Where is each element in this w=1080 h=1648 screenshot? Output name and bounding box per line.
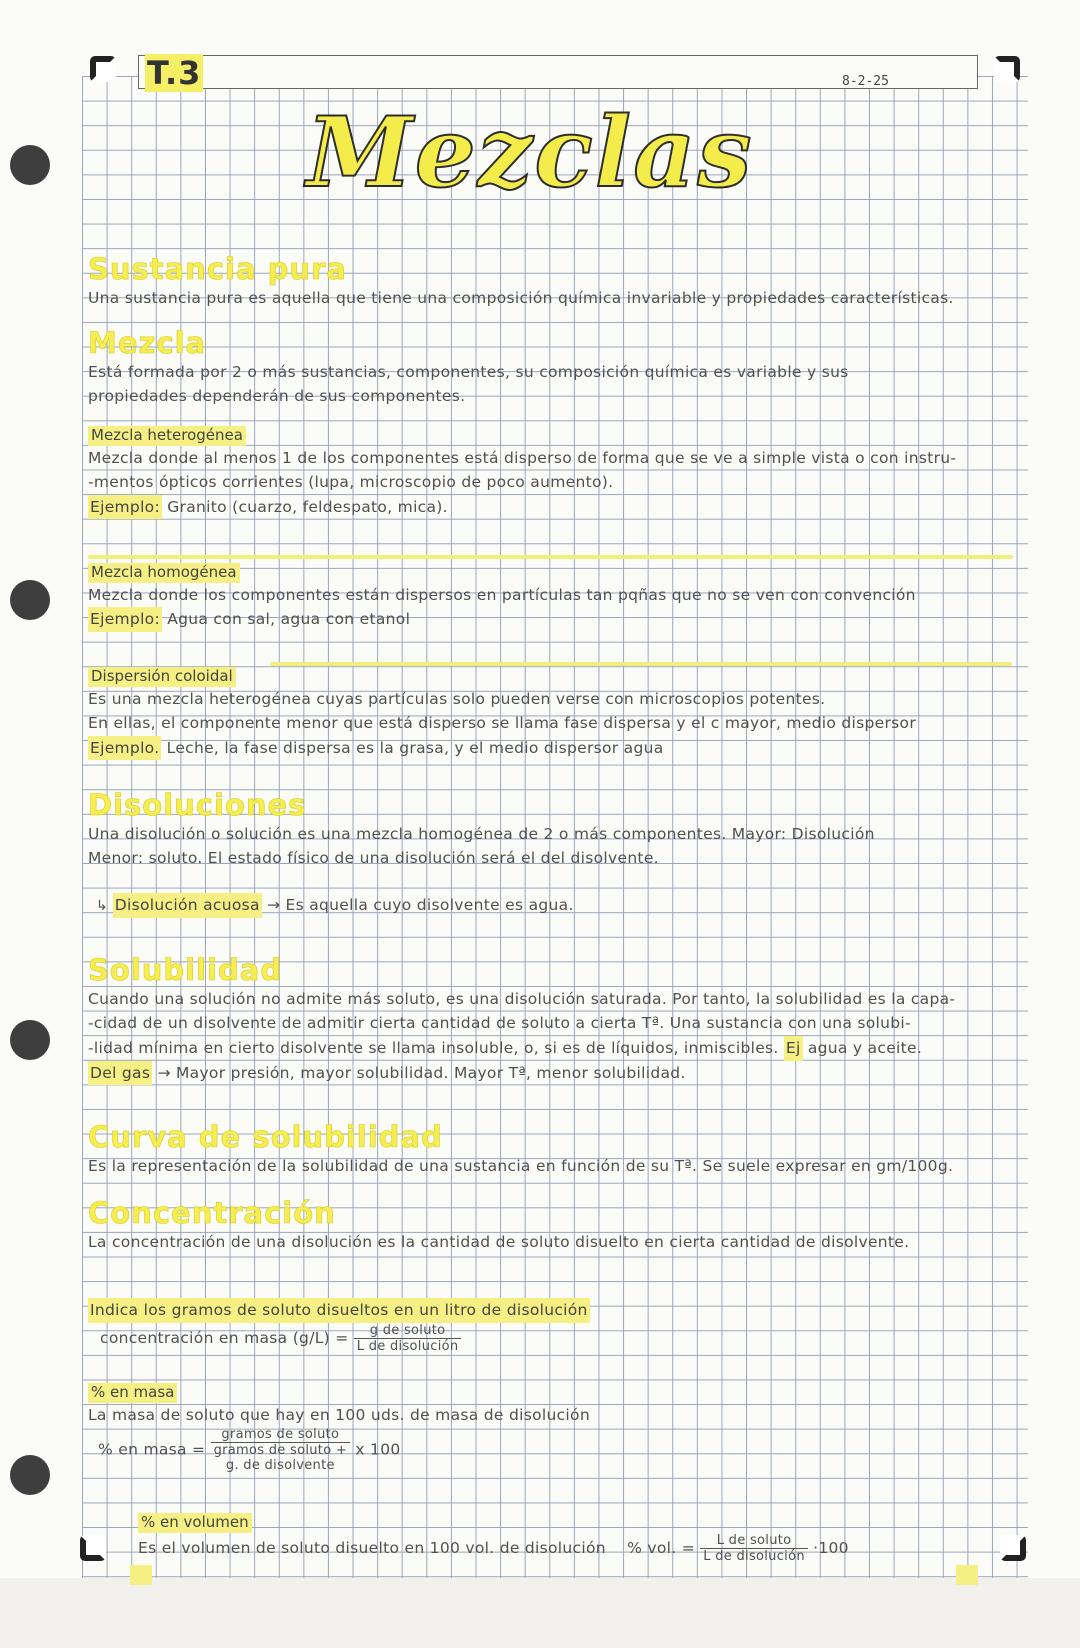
section-sustancia-pura xyxy=(88,254,1028,310)
fraction xyxy=(700,1533,808,1564)
example-text: Granito (cuarzo, feldespato, mica). xyxy=(167,497,448,516)
numerator: L de soluto xyxy=(700,1533,808,1549)
paragraph: Mezcla donde al menos 1 de los componentes está disperso de forma que se ve a simple vista o con instru- xyxy=(88,448,957,467)
heading-curva: Curva de solubilidad xyxy=(88,1120,443,1154)
paragraph: Es la representación de la solubilidad de una sustancia en función de su Tª. Se suele expresar en gm/100g. xyxy=(88,1156,954,1175)
denominator: L de disolución xyxy=(703,1548,805,1564)
section-concentracion xyxy=(88,1198,1028,1254)
example-label: Ejemplo: xyxy=(88,607,162,632)
formula-mass xyxy=(88,1427,1028,1473)
multiplier: ·100 xyxy=(813,1538,849,1557)
heading-sustancia-pura: Sustancia pura xyxy=(88,252,347,286)
formula-volume xyxy=(138,1533,1018,1564)
heading-solubilidad: Solubilidad xyxy=(88,953,283,987)
aqueous-text: → Es aquella cuyo disolvente es agua. xyxy=(267,896,574,915)
heading-concentracion: Concentración xyxy=(88,1196,336,1230)
denominator: L de disolución xyxy=(356,1338,459,1354)
binder-hole xyxy=(10,580,50,620)
bottom-margin xyxy=(0,1578,1080,1648)
concentration-gl xyxy=(88,1298,1028,1354)
paragraph: Menor: soluto. El estado físico de una disolución será el del disolvente. xyxy=(88,849,659,868)
example-text: Leche, la fase dispersa es la grasa, y el medio dispersor agua xyxy=(166,738,664,757)
aqueous-label: Disolución acuosa xyxy=(113,893,262,918)
formula-label: concentración en masa (g/L) = xyxy=(100,1328,349,1347)
paragraph: Una disolución o solución es una mezcla homogénea de 2 o más componentes. Mayor: Disolución xyxy=(88,824,875,843)
formula-label: % vol. = xyxy=(627,1538,695,1557)
paragraph: propiedades dependerán de sus componentes. xyxy=(88,387,466,406)
paragraph xyxy=(88,1298,1028,1323)
paragraph: Una sustancia pura es aquella que tiene una composición química invariable y propiedades características. xyxy=(88,288,954,307)
example-label: Ej xyxy=(784,1036,803,1061)
left-margin xyxy=(0,0,82,1648)
formula-label: % en masa = xyxy=(98,1440,206,1459)
highlighter-divider xyxy=(88,555,1013,559)
heading-disoluciones: Disoluciones xyxy=(88,788,307,822)
binder-hole xyxy=(10,1020,50,1060)
gas-text: → Mayor presión, mayor solubilidad. Mayor Tª, menor solubilidad. xyxy=(157,1063,686,1082)
heading-coloidal: Dispersión coloidal xyxy=(88,667,236,687)
example-line xyxy=(88,607,1028,632)
paragraph: Mezcla donde los componentes están dispersos en partículas tan pqñas que no se ven con convención xyxy=(88,585,916,604)
corner-mark-icon xyxy=(994,56,1020,82)
section-solubilidad xyxy=(88,955,1028,1085)
right-margin xyxy=(1028,0,1080,1648)
paragraph: Está formada por 2 o más sustancias, componentes, su composición química es variable y sus xyxy=(88,362,849,381)
example-line xyxy=(88,736,1028,761)
paragraph: -mentos ópticos corrientes (lupa, microscopio de poco aumento). xyxy=(88,473,614,492)
gl-intro: Indica los gramos de soluto disueltos en un litro de disolución xyxy=(88,1298,590,1323)
heading-mezcla: Mezcla xyxy=(88,326,207,360)
paragraph-text: -lidad mínima en cierto disolvente se llama insoluble, o, si es de líquidos, inmiscibles. xyxy=(88,1039,779,1058)
paragraph: Cuando una solución no admite más soluto, es una disolución saturada. Por tanto, la solubilidad es la capa- xyxy=(88,989,956,1008)
page-title: Mezclas xyxy=(306,96,754,209)
binder-hole xyxy=(10,1455,50,1495)
percent-volume xyxy=(138,1512,1018,1564)
highlighter-mark xyxy=(956,1565,978,1585)
section-disoluciones xyxy=(88,790,1028,919)
topic-label: T.3 xyxy=(147,54,202,92)
fraction xyxy=(354,1323,462,1354)
paragraph: -cidad de un disolvente de admitir cierta cantidad de soluto a cierta Tª. Una sustancia con una solubi- xyxy=(88,1014,911,1033)
multiplier: x 100 xyxy=(355,1440,401,1459)
paragraph: La masa de soluto que hay en 100 uds. de masa de disolución xyxy=(88,1405,590,1424)
section-heterogenea xyxy=(88,425,1028,519)
heading-percent-volume: % en volumen xyxy=(138,1513,252,1533)
example-line xyxy=(88,495,1028,520)
example-label: Ejemplo. xyxy=(88,736,161,761)
corner-mark-icon xyxy=(80,1535,106,1561)
denominator: g. de disolvente xyxy=(225,1458,335,1474)
heading-percent-mass: % en masa xyxy=(88,1383,177,1403)
gas-label: Del gas xyxy=(88,1061,152,1086)
paragraph: En ellas, el componente menor que está disperso se llama fase dispersa y el c mayor, medio dispersor xyxy=(88,714,916,733)
numerator: g de soluto xyxy=(354,1323,462,1339)
section-coloidal xyxy=(88,666,1028,760)
binder-hole xyxy=(10,145,50,185)
example-text: Agua con sal, agua con etanol xyxy=(167,610,411,629)
section-homogenea xyxy=(88,562,1028,632)
aqueous-line: ↳ Disolución acuosa → Es aquella cuyo disolvente es agua. xyxy=(88,893,1028,919)
highlighter-mark xyxy=(130,1565,152,1585)
gas-line xyxy=(88,1061,1028,1086)
paragraph: Es el volumen de soluto disuelto en 100 vol. de disolución xyxy=(138,1538,606,1557)
heading-homogenea: Mezcla homogénea xyxy=(88,563,240,583)
fraction xyxy=(211,1427,351,1473)
heading-heterogenea: Mezcla heterogénea xyxy=(88,426,246,446)
percent-mass xyxy=(88,1382,1028,1473)
paragraph: La concentración de una disolución es la cantidad de soluto disuelto en cierta cantidad de disolvente. xyxy=(88,1232,910,1251)
numerator: gramos de soluto xyxy=(211,1427,351,1443)
section-mezcla xyxy=(88,328,1028,409)
paragraph: Es una mezcla heterogénea cuyas partículas solo pueden verse con microscopios potentes. xyxy=(88,689,826,708)
example-text: agua y aceite. xyxy=(807,1039,923,1058)
section-curva xyxy=(88,1122,1028,1178)
paragraph xyxy=(88,1036,1028,1061)
corner-mark-icon xyxy=(90,56,116,82)
denominator: gramos de soluto + xyxy=(213,1443,348,1459)
formula-gl xyxy=(88,1323,1028,1354)
example-label: Ejemplo: xyxy=(88,495,162,520)
date: 8-2-25 xyxy=(842,74,889,89)
